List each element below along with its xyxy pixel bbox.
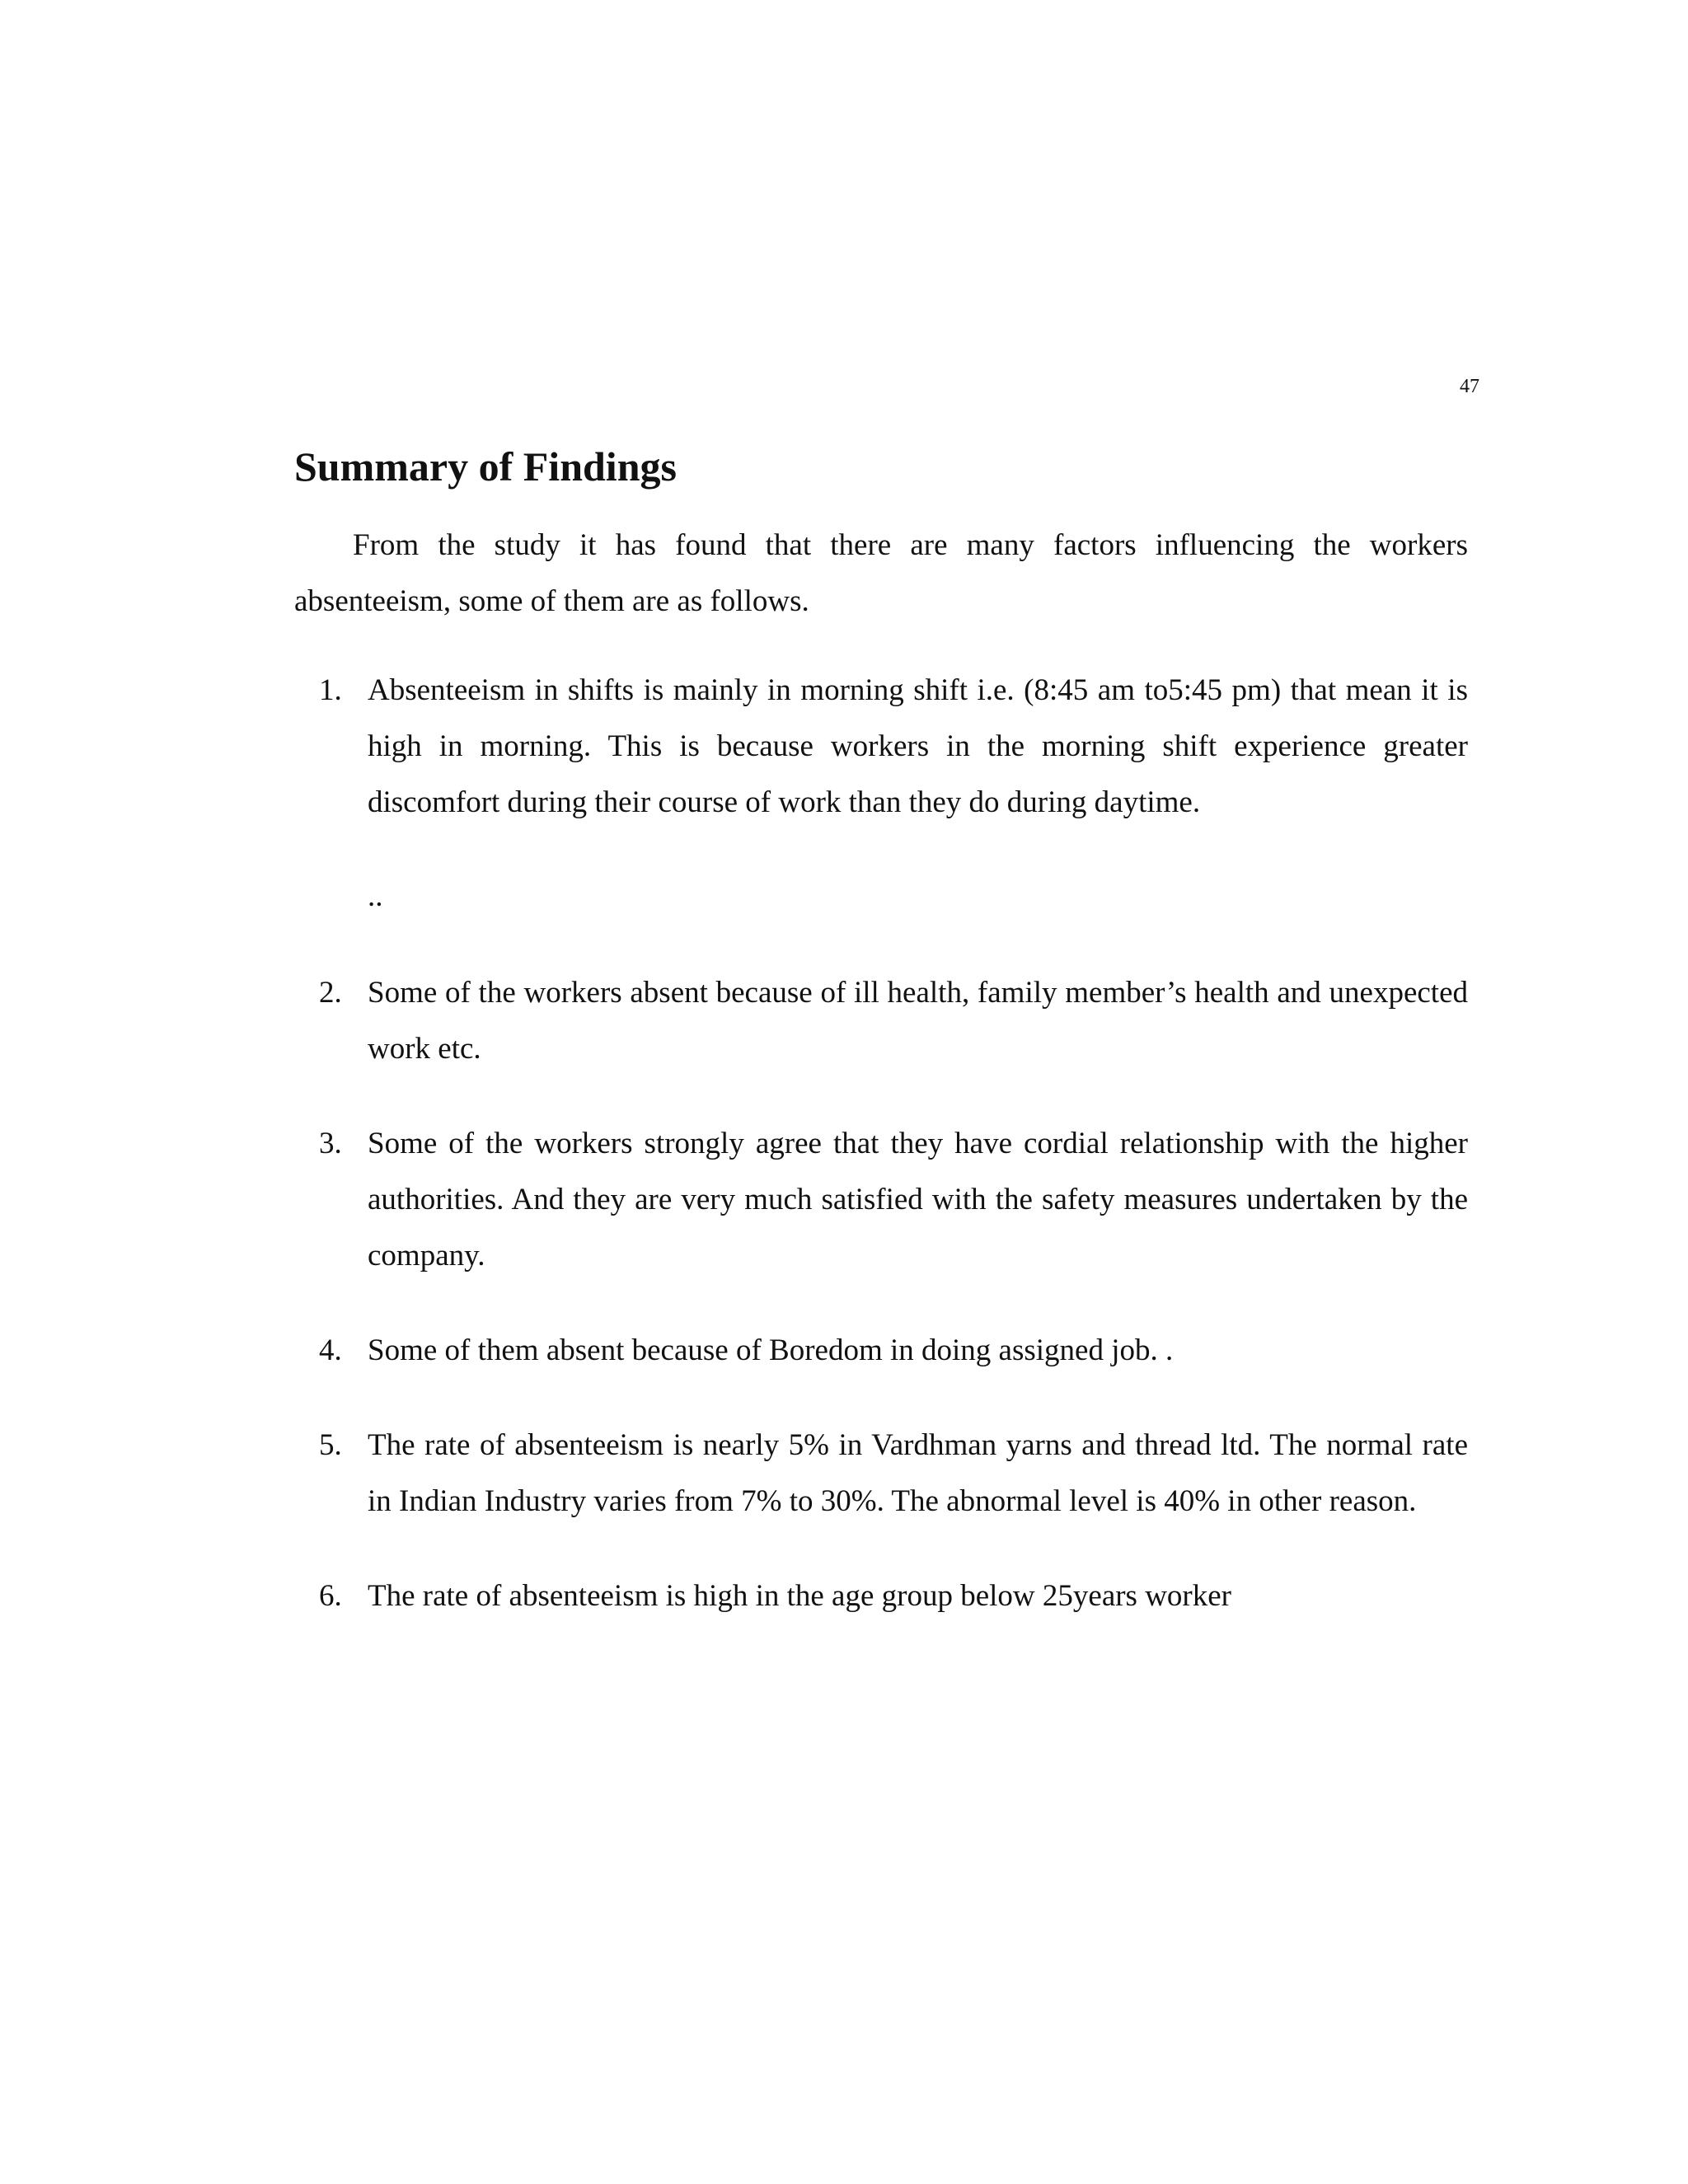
finding-item-1 (294, 663, 1468, 926)
finding-number: 6. (319, 1579, 342, 1613)
finding-number: 2. (319, 976, 342, 1010)
finding-text: The rate of absenteeism is nearly 5% in Vardhman yarns and thread ltd. The normal rate in Indian Industry varies from 7% to 30%. The abnormal level is 40% in other reason. (368, 1428, 1468, 1518)
finding-number: 3. (319, 1127, 342, 1160)
findings-list (294, 663, 1468, 1624)
page-number: 47 (1460, 376, 1479, 397)
finding-text: The rate of absenteeism is high in the age group below 25years worker (368, 1579, 1231, 1613)
finding-text: Some of them absent because of Boredom in doing assigned job. . (368, 1333, 1174, 1367)
finding-number: 4. (319, 1333, 342, 1367)
finding-text: Absenteeism in shifts is mainly in morning shift i.e. (8:45 am to5:45 pm) that mean it is high in morning. This is because workers in the morning shift experience greater discomfort during their course of work than they do during daytime. (368, 673, 1468, 819)
finding-text: Some of the workers absent because of ill health, family member’s health and unexpected work etc. (368, 976, 1468, 1066)
finding-note: .. (368, 879, 383, 913)
finding-item-3 (294, 1116, 1468, 1284)
finding-item-5 (294, 1418, 1468, 1530)
document-body (294, 434, 1468, 1663)
finding-text: Some of the workers strongly agree that they have cordial relationship with the higher authorities. And they are very much satisfied with the safety measures undertaken by the company. (368, 1127, 1468, 1272)
page-title: Summary of Findings (294, 443, 677, 490)
finding-number: 5. (319, 1428, 342, 1462)
finding-number: 1. (319, 673, 342, 707)
finding-item-4 (294, 1323, 1468, 1379)
intro-paragraph: From the study it has found that there are many factors influencing the workers absenteeism, some of them are as follows. (294, 528, 1468, 618)
finding-item-6 (294, 1568, 1468, 1624)
finding-item-2 (294, 965, 1468, 1077)
